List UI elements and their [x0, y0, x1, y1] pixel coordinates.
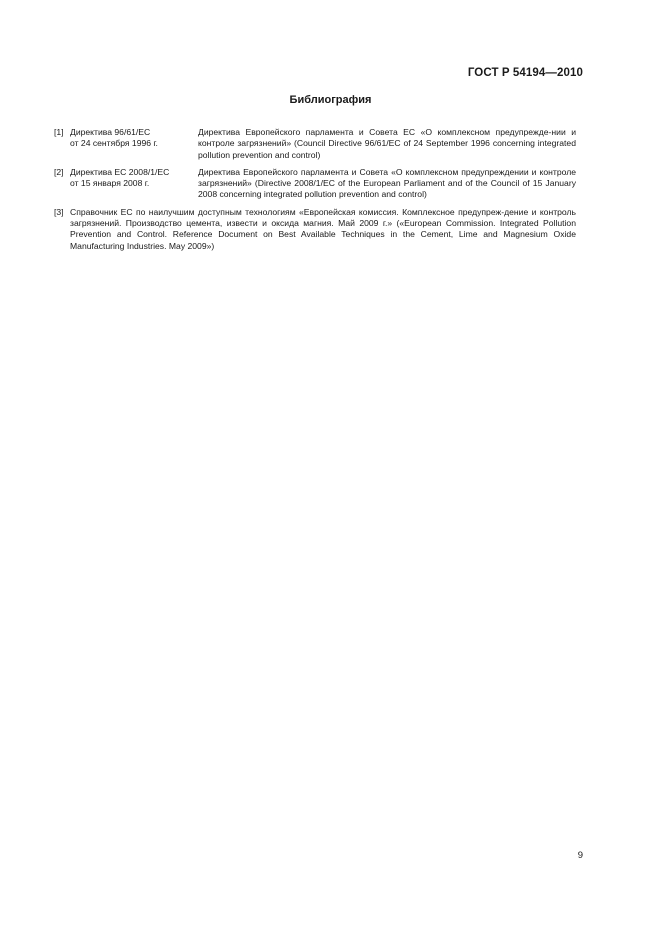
entry-source	[70, 127, 198, 161]
bibliography-list	[54, 127, 576, 258]
entry-source-title: Директива 96/61/ЕС	[70, 127, 151, 137]
document-code: ГОСТ Р 54194—2010	[467, 67, 583, 79]
entry-source	[70, 167, 198, 201]
entry-description: Директива Европейского парламента и Совета ЕС «О комплексном предупрежде-нии и контроле загрязнений» (Council Directive 96/61/EC of 24 September 1996 concerning integrated pollution prevention and control)	[198, 127, 576, 160]
entry-number: [1]	[54, 127, 64, 137]
bibliography-entry	[54, 127, 576, 161]
entry-number: [2]	[54, 166, 64, 177]
section-title: Библиография	[289, 94, 372, 106]
bibliography-entry	[54, 207, 576, 252]
entry-description: Директива Европейского парламента и Совета «О комплексном предупреждении и контроле загрязнений» (Directive 2008/1/EC of the European Parliament and of the Council of 15 January 2008 concerning integrated pollution prevention and control)	[198, 166, 576, 200]
entry-source-title: Директива ЕС 2008/1/ЕС	[70, 166, 170, 177]
entry-source-date: от 24 сентября 1996 г.	[70, 138, 158, 149]
page-number: 9	[577, 850, 583, 861]
entry-source-date: от 15 января 2008 г.	[70, 178, 150, 189]
entry-full-text: Справочник ЕС по наилучшим доступным технологиям «Европейская комиссия. Комплексное предупреж-дение и контроль загрязнений. Производство цемента, извести и оксида магния. Май 2009 г.» («European Commission. Integrated Pollution Prevention and Control. Reference Document on Best Available Techniques in the Cement, Lime and Magnesium Oxide Manufacturing Industries. May 2009»)	[70, 206, 576, 251]
bibliography-entry	[54, 167, 576, 201]
entry-number: [3]	[54, 206, 64, 217]
